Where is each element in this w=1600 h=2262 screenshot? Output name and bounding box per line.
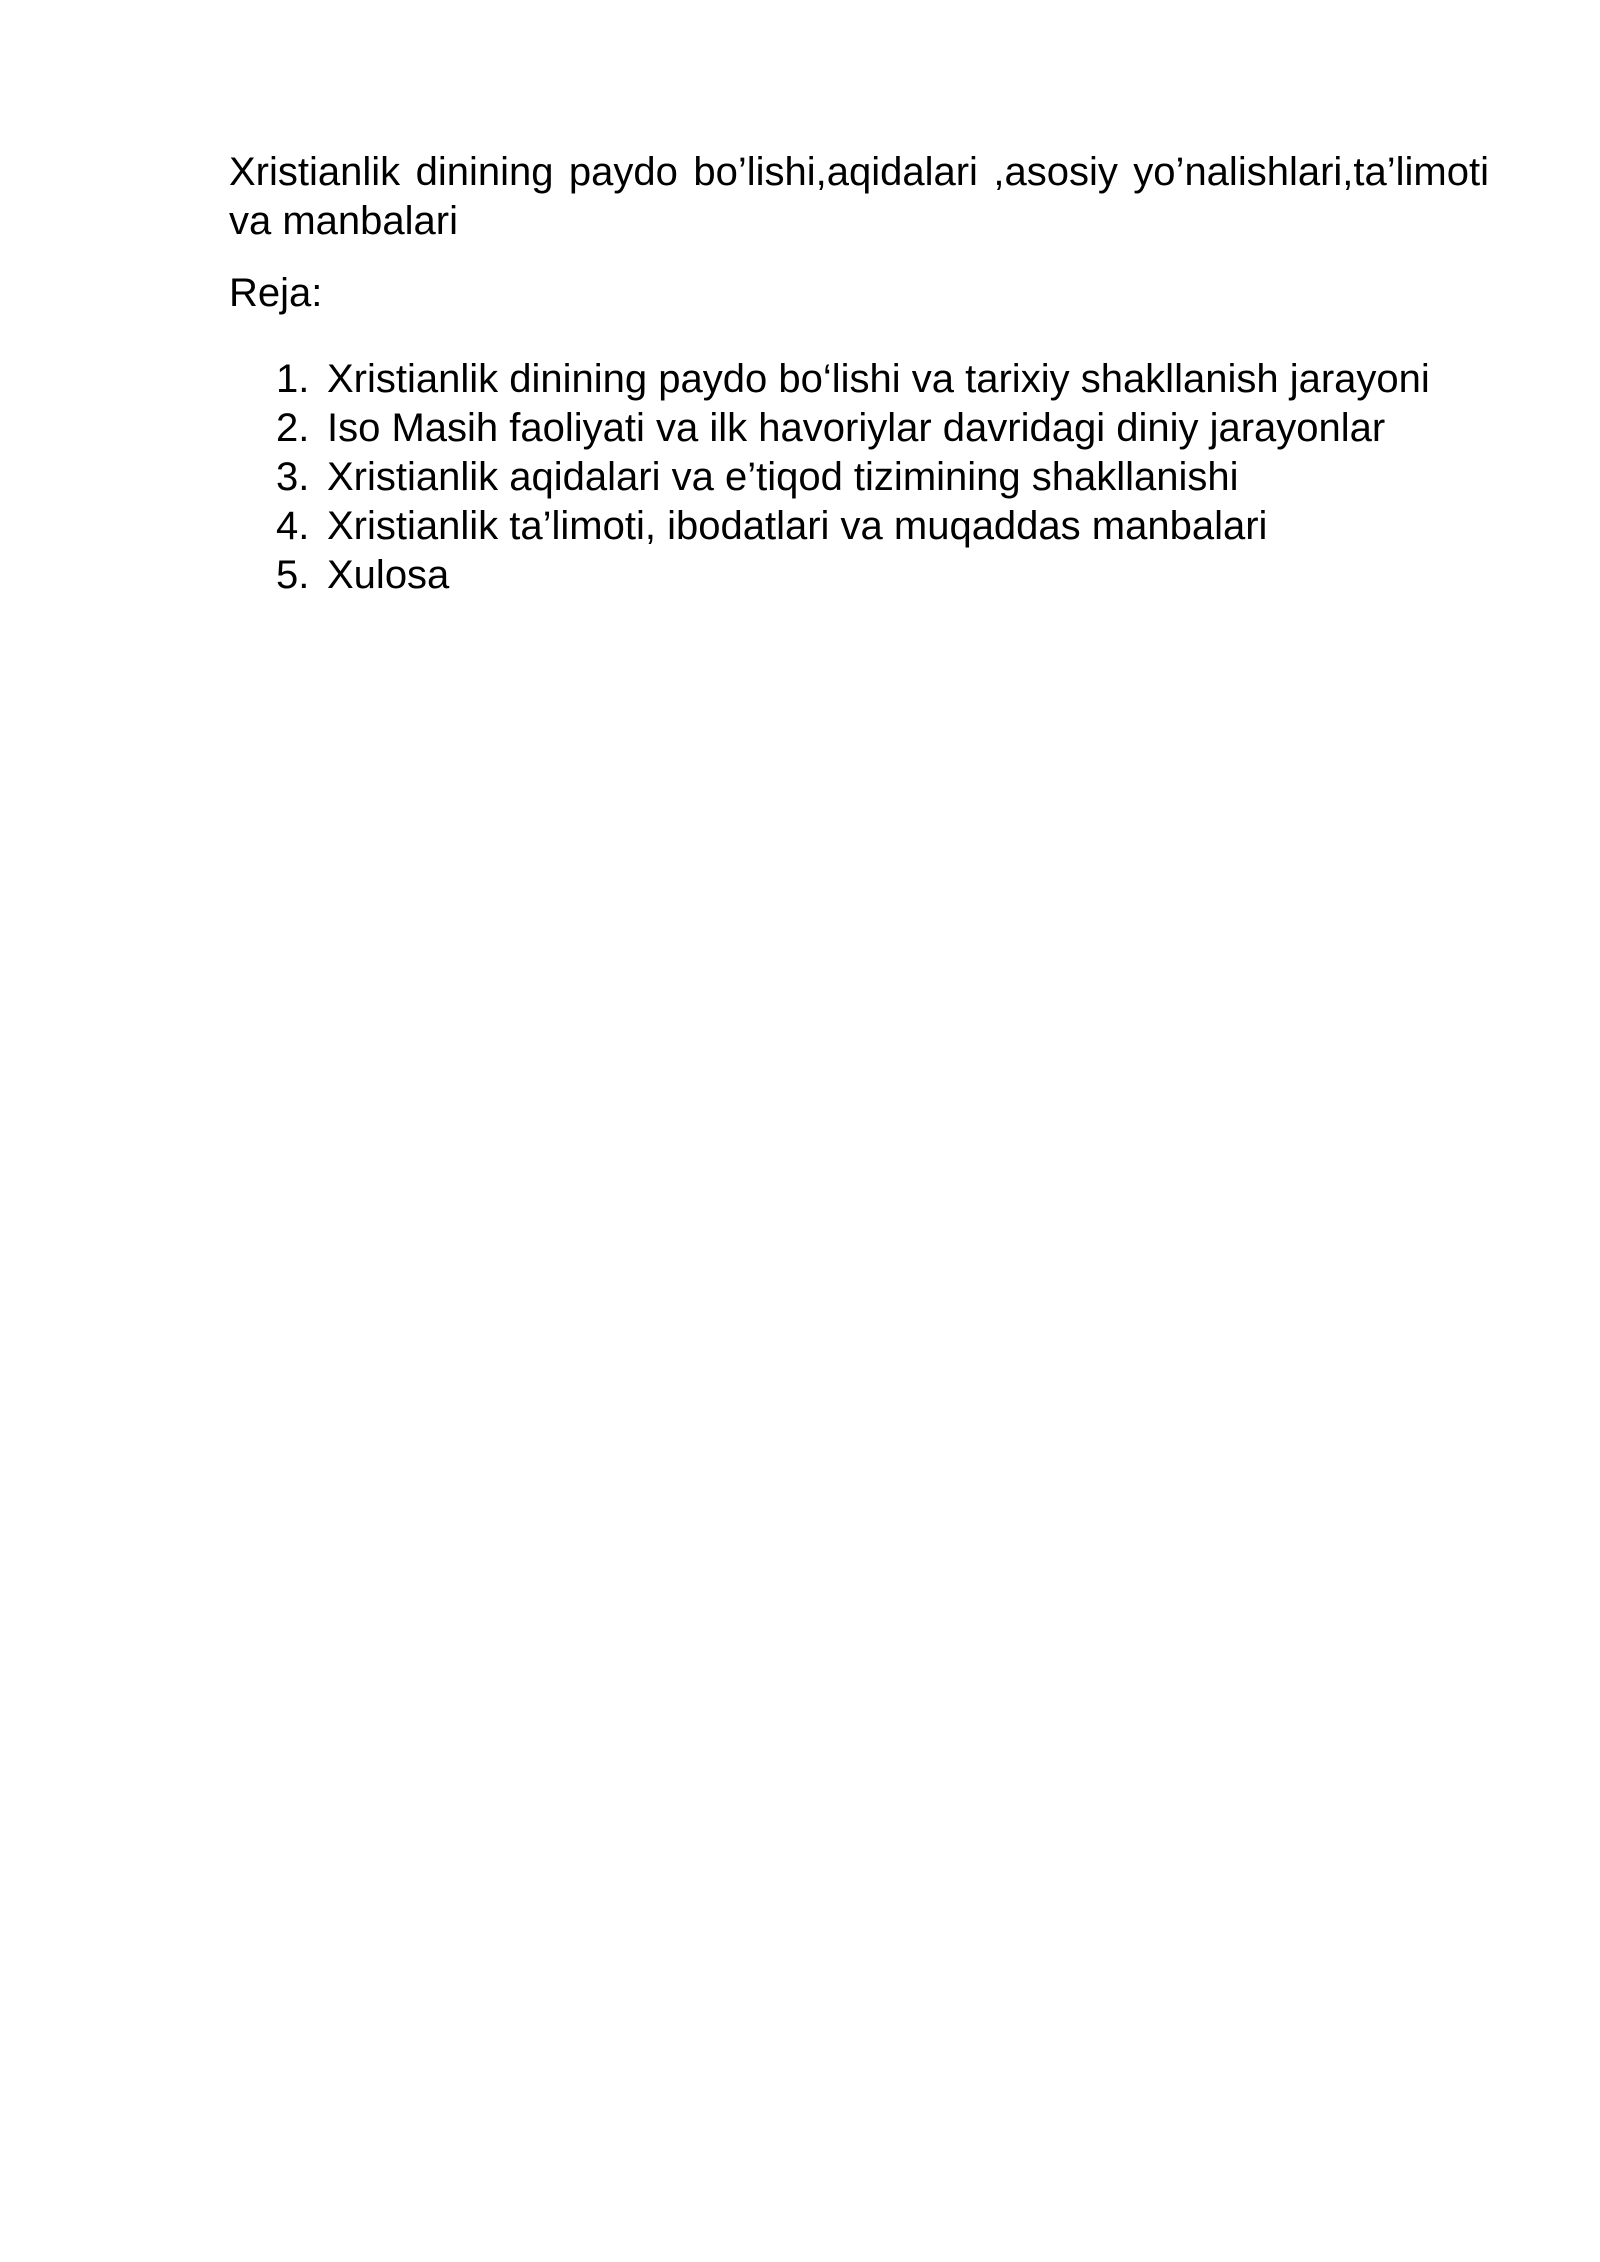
plan-item-text: Xulosa [327,553,450,597]
plan-item-text: Iso Masih faoliyati va ilk havoriylar davridagi diniy jarayonlar [327,406,1386,450]
page-content [229,148,1489,600]
plan-item [229,502,1547,551]
plan-item-text: Xristianlik aqidalari va e’tiqod tizimining shakllanishi [327,455,1239,499]
plan-item-text: Xristianlik ta’limoti, ibodatlari va muqaddas manbalari [327,504,1268,548]
plan-item-text: Xristianlik dinining paydo bo‘lishi va tarixiy shakllanish jarayoni [327,357,1430,401]
plan-item-number: 4. [276,504,310,548]
plan-item [229,404,1547,453]
plan-item-number: 1. [276,357,310,401]
plan-item-number: 5. [276,553,310,597]
plan-item-number: 2. [276,406,310,450]
plan-list [229,355,1489,600]
document-title: Xristianlik dinining paydo bo’lishi,aqidalari ,asosiy yo’nalishlari,ta’limoti va manbalari [229,150,1489,243]
plan-item [229,551,1547,600]
plan-item [229,355,1547,404]
plan-heading: Reja: [229,271,323,315]
plan-item [229,453,1547,502]
plan-item-number: 3. [276,455,310,499]
